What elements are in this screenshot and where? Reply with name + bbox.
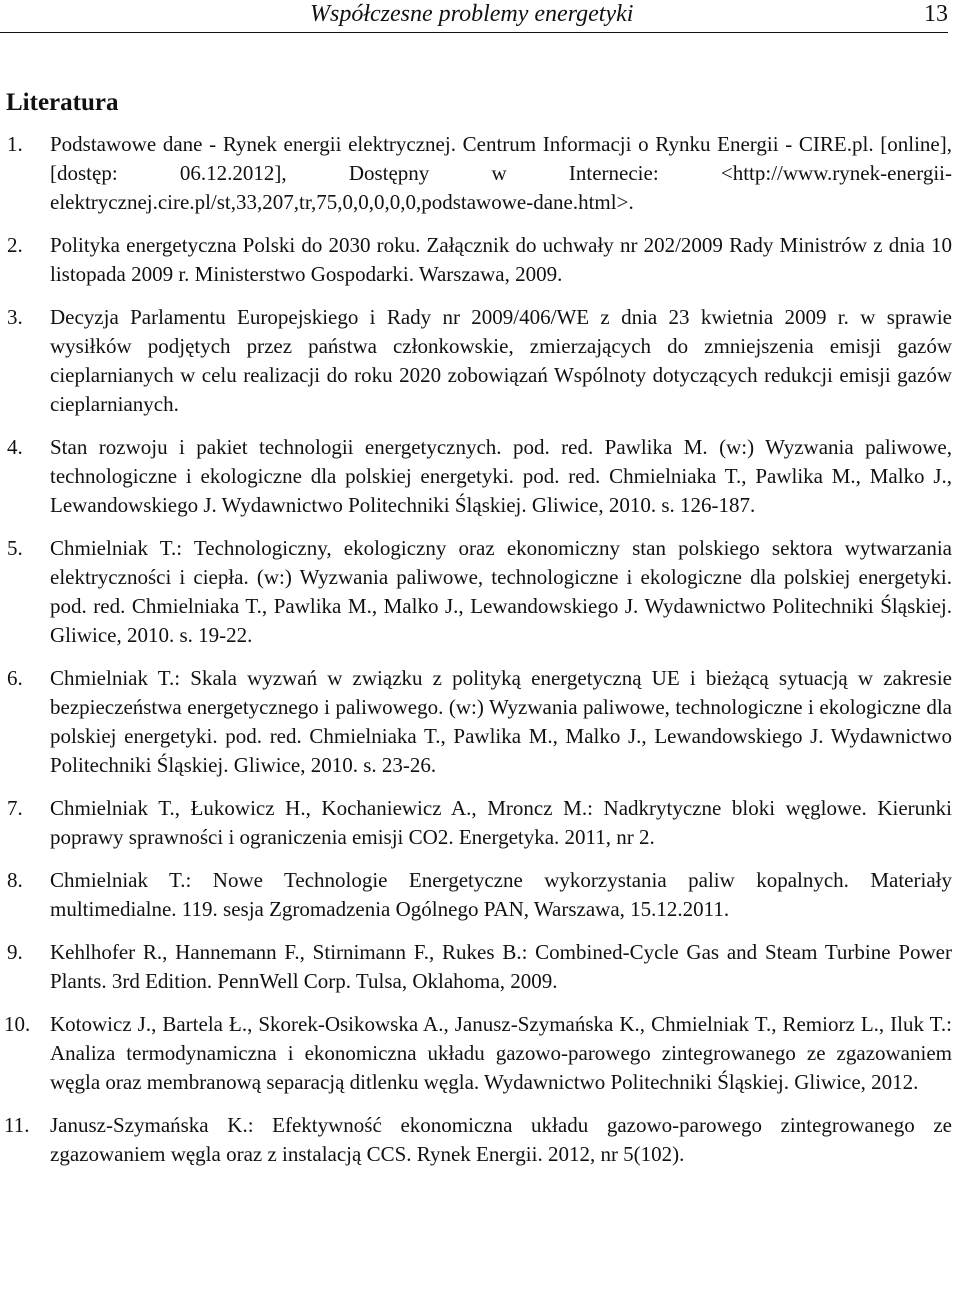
reference-number: 7. [7, 796, 23, 820]
reference-text: Chmielniak T., Łukowicz H., Kochaniewicz A., Mroncz M.: Nadkrytyczne bloki węglowe. Kierunki poprawy sprawności i ograniczenia emisji CO2. Energetyka. 2011, nr 2. [50, 796, 952, 849]
reference-item [0, 231, 952, 289]
reference-item [0, 534, 952, 650]
reference-number: 10. [4, 1012, 31, 1036]
reference-number: 5. [7, 536, 23, 560]
reference-text: Stan rozwoju i pakiet technologii energetycznych. pod. red. Pawlika M. (w:) Wyzwania paliwowe, technologiczne i ekologiczne dla polskiej energetyki. pod. red. Chmielniaka T., Pawlika M., Malko J., Lewandowskiego J. Wydawnictwo Politechniki Śląskiej. Gliwice, 2010. s. 126-187. [50, 435, 952, 517]
reference-item [0, 433, 952, 520]
section-heading: Literatura [6, 89, 119, 116]
reference-item [0, 1010, 952, 1097]
reference-number: 11. [4, 1113, 30, 1137]
reference-text: Podstawowe dane - Rynek energii elektrycznej. Centrum Informacji o Rynku Energii - CIRE.pl. [online], [dostęp: 06.12.2012], Dostępny w Internecie: <http://www.rynek-energii-elektrycznej.cire.pl/st,33,207,tr,75,0,0,0,0,0,podstawowe-dane.html>. [50, 132, 952, 214]
reference-number: 2. [7, 233, 23, 257]
reference-text: Polityka energetyczna Polski do 2030 roku. Załącznik do uchwały nr 202/2009 Rady Ministrów z dnia 10 listopada 2009 r. Ministerstwo Gospodarki. Warszawa, 2009. [50, 233, 952, 286]
page-number: 13 [924, 1, 948, 27]
header-rule [0, 32, 948, 33]
reference-item [0, 938, 952, 996]
reference-item [0, 130, 952, 217]
reference-item [0, 794, 952, 852]
running-header-title: Współczesne problemy energetyki [310, 1, 634, 27]
running-header [0, 0, 948, 28]
reference-text: Kehlhofer R., Hannemann F., Stirnimann F., Rukes B.: Combined-Cycle Gas and Steam Turbine Power Plants. 3rd Edition. PennWell Corp. Tulsa, Oklahoma, 2009. [50, 940, 952, 993]
reference-number: 8. [7, 868, 23, 892]
reference-number: 9. [7, 940, 23, 964]
reference-text: Chmielniak T.: Nowe Technologie Energetyczne wykorzystania paliw kopalnych. Materiały multimedialne. 119. sesja Zgromadzenia Ogólnego PAN, Warszawa, 15.12.2011. [50, 868, 952, 921]
reference-text: Janusz-Szymańska K.: Efektywność ekonomiczna układu gazowo-parowego zintegrowanego ze zgazowaniem węgla oraz z instalacją CCS. Rynek Energii. 2012, nr 5(102). [50, 1113, 952, 1166]
reference-text: Decyzja Parlamentu Europejskiego i Rady nr 2009/406/WE z dnia 23 kwietnia 2009 r. w sprawie wysiłków podjętych przez państwa członkowskie, zmierzających do zmniejszenia emisji gazów cieplarnianych w celu realizacji do roku 2020 zobowiązań Wspólnoty dotyczących redukcji emisji gazów cieplarnianych. [50, 305, 952, 416]
reference-text: Chmielniak T.: Skala wyzwań w związku z polityką energetyczną UE i bieżącą sytuacją w zakresie bezpieczeństwa energetycznego i paliwowego. (w:) Wyzwania paliwowe, technologiczne i ekologiczne dla polskiej energetyki. pod. red. Chmielniaka T., Pawlika M., Malko J., Lewandowskiego J. Wydawnictwo Politechniki Śląskiej. Gliwice, 2010. s. 23-26. [50, 666, 952, 777]
reference-text: Chmielniak T.: Technologiczny, ekologiczny oraz ekonomiczny stan polskiego sektora wytwarzania elektryczności i ciepła. (w:) Wyzwania paliwowe, technologiczne i ekologiczne dla polskiej energetyki. pod. red. Chmielniaka T., Pawlika M., Malko J., Lewandowskiego J. Wydawnictwo Politechniki Śląskiej. Gliwice, 2010. s. 19-22. [50, 536, 952, 647]
reference-text: Kotowicz J., Bartela Ł., Skorek-Osikowska A., Janusz-Szymańska K., Chmielniak T., Remiorz L., Iluk T.: Analiza termodynamiczna i ekonomiczna układu gazowo-parowego zintegrowanego ze zgazowaniem węgla oraz membranową separacją ditlenku węgla. Wydawnictwo Politechniki Śląskiej. Gliwice, 2012. [50, 1012, 952, 1094]
reference-item [0, 1111, 952, 1169]
reference-item [0, 303, 952, 419]
reference-number: 4. [7, 435, 23, 459]
reference-number: 1. [7, 132, 23, 156]
reference-item [0, 866, 952, 924]
reference-list [0, 130, 952, 1169]
reference-item [0, 664, 952, 780]
reference-number: 3. [7, 305, 23, 329]
reference-number: 6. [7, 666, 23, 690]
